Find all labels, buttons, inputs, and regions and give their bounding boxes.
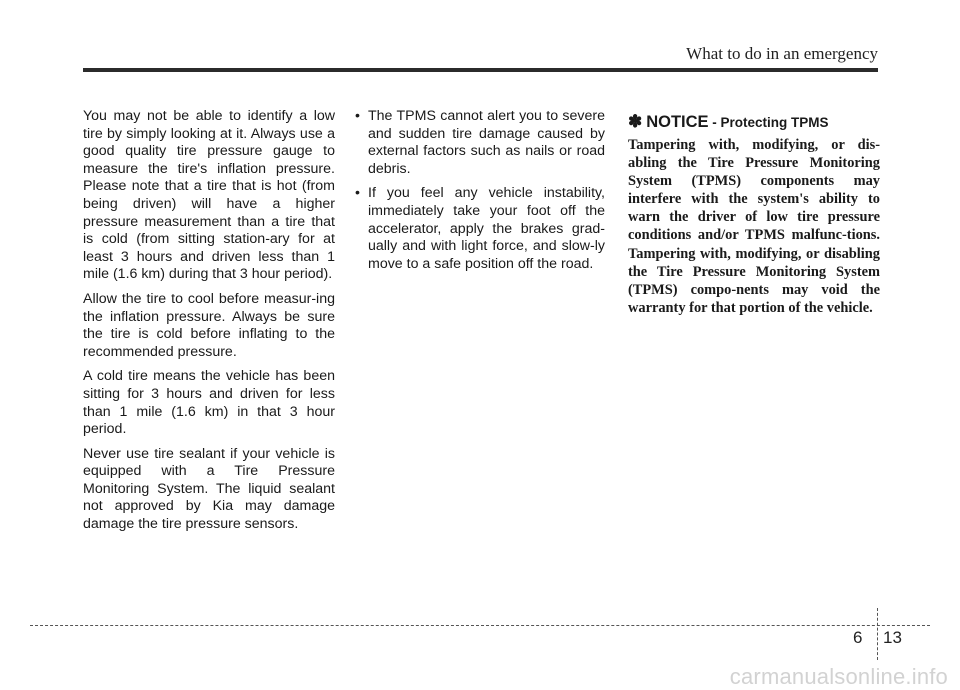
notice-subtitle: - Protecting TPMS [708,115,829,130]
notice-box [628,108,880,324]
bullet-list [353,108,605,273]
bullet-icon: • [355,108,360,124]
notice-star-icon: ✽ [628,112,643,131]
paragraph: Never use tire sealant if your vehicle is equipped with a Tire Pressure Monitoring System. The liquid sealant not approved by Kia may damage damage the tire pressure sensors. [83,445,335,533]
page-separator [877,608,878,660]
bullet-icon: • [355,185,360,202]
column-2 [353,108,605,280]
notice-body: Tampering with, modifying, or dis-abling the Tire Pressure Monitoring System (TPMS) components may interfere with the system's ability to warn the driver of low tire pressure conditions and/or TPMS malfunc-tions. Tampering with, modifying, or disabling the Tire Pressure Monitoring System (TPMS) compo-nents may void the warranty for that portion of the vehicle. [628,137,880,316]
notice-label: NOTICE [646,113,709,131]
page-number: 13 [883,628,902,647]
column-1 [83,108,335,541]
footer-rule [30,625,930,626]
list-item [353,108,605,178]
header-rule [83,68,878,72]
list-item-text: The TPMS cannot alert you to severe and sudden tire damage caused by external factors such as nails or road debris. [368,108,605,177]
header-title: What to do in an emergency [686,44,878,63]
paragraph: A cold tire means the vehicle has been sitting for 3 hours and driven for less than 1 mile (1.6 km) in that 3 hour period. [83,368,335,438]
paragraph: You may not be able to identify a low tire by simply looking at it. Always use a good quality tire pressure gauge to measure the tire's inflation pressure. Please note that a tire that is hot (from being driven) will have a higher pressure measurement than a tire that is cold (from sitting station-ary for at least 3 hours and driven less than 1 mile (1.6 km) during that 3 hour period). [83,108,335,283]
notice-heading [628,112,880,133]
page-chapter: 6 [853,628,863,647]
list-item [353,185,605,273]
list-item-text: If you feel any vehicle instability, immediately take your foot off the accelerator, apply the brakes grad-ually and with light force, and slow-ly move to a safe position off the road. [368,185,605,272]
paragraph: Allow the tire to cool before measur-ing the inflation pressure. Always be sure the tire is cold before inflating to the recommended pressure. [83,290,335,360]
watermark: carmanualsonline.info [729,664,948,689]
